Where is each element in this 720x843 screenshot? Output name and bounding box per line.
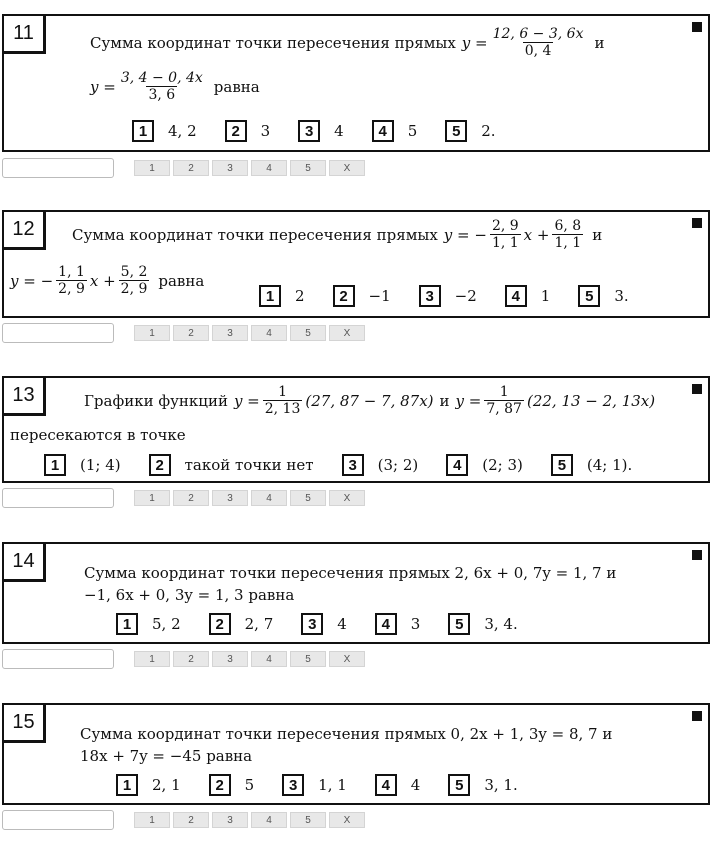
key-3-button[interactable]: 3 (212, 651, 248, 667)
numerator: 6, 8 (554, 218, 582, 234)
clear-button[interactable]: X (329, 325, 365, 341)
option-number-box: 1 (44, 454, 66, 476)
key-1-button[interactable]: 1 (134, 812, 170, 828)
option-value: 1, 1 (318, 776, 347, 794)
task-text: и (439, 391, 450, 410)
answer-row-12 (2, 322, 368, 344)
answer-options (44, 454, 660, 476)
key-5-button[interactable]: 5 (290, 160, 326, 176)
answer-options (116, 613, 546, 635)
fraction (119, 70, 205, 103)
option-number-box: 5 (445, 120, 467, 142)
task-text: Графики функций (84, 391, 228, 410)
math-text: (22, 13 − 2, 13x) (526, 391, 656, 410)
option-value: 4 (334, 122, 344, 140)
math-text: x + (523, 225, 550, 244)
answer-row-14 (2, 648, 368, 670)
answer-input[interactable] (2, 649, 114, 669)
task-text: Сумма координат точки пересечения прямых 2, 6x + 0, 7y = 1, 7 и (84, 564, 617, 582)
flag-marker-icon (692, 550, 702, 560)
option-value: 3, 1. (484, 776, 518, 794)
numerator: 1, 1 (58, 264, 85, 280)
key-5-button[interactable]: 5 (290, 325, 326, 341)
flag-marker-icon (692, 384, 702, 394)
denominator: 7, 87 (486, 401, 522, 418)
option-value: 1 (540, 287, 551, 305)
numerator: 5, 2 (120, 264, 148, 280)
key-4-button[interactable]: 4 (251, 490, 287, 506)
task-text: пересекаются в точке (10, 426, 186, 444)
key-1-button[interactable]: 1 (134, 325, 170, 341)
task-text: и (594, 33, 605, 52)
task-text-line2 (90, 70, 260, 103)
math-text: y = (461, 33, 488, 52)
option-number-box: 2 (149, 454, 171, 476)
task-15 (2, 703, 710, 805)
task-text: 18x + 7y = −45 равна (80, 747, 253, 765)
task-number: 15 (4, 705, 46, 743)
option-number-box: 3 (419, 285, 441, 307)
task-13 (2, 376, 710, 483)
denominator: 2, 9 (120, 281, 148, 298)
task-text-line1 (84, 564, 616, 582)
task-text-line1 (90, 26, 604, 59)
task-number: 13 (4, 378, 46, 416)
answer-row-15 (2, 809, 368, 831)
option-value: 2, 7 (244, 615, 274, 633)
option-number-box: 5 (578, 285, 600, 307)
option-number-box: 2 (209, 613, 231, 635)
task-text-line2 (10, 426, 186, 444)
option-number-box: 2 (209, 774, 231, 796)
option-number-box: 1 (259, 285, 281, 307)
task-number: 12 (4, 212, 46, 250)
option-number-box: 4 (505, 285, 527, 307)
option-number-box: 1 (116, 774, 138, 796)
option-value: 4 (410, 776, 421, 794)
answer-input[interactable] (2, 158, 114, 178)
clear-button[interactable]: X (329, 812, 365, 828)
answer-row-11 (2, 157, 368, 179)
fraction (119, 264, 150, 297)
numerator: 3, 4 − 0, 4x (120, 70, 203, 86)
option-value: 3 (260, 122, 271, 140)
clear-button[interactable]: X (329, 490, 365, 506)
task-text: равна (158, 271, 205, 290)
option-value: 4 (337, 615, 347, 633)
key-4-button[interactable]: 4 (251, 651, 287, 667)
task-14 (2, 542, 710, 644)
task-text-line2 (84, 586, 294, 604)
math-text: y = (90, 77, 116, 96)
numerator: 1 (499, 384, 509, 400)
key-2-button[interactable]: 2 (173, 160, 209, 176)
option-value: (4; 1). (586, 456, 633, 474)
task-text-line2 (10, 264, 204, 297)
task-text: Сумма координат точки пересечения прямых (72, 225, 438, 244)
clear-button[interactable]: X (329, 160, 365, 176)
fraction (263, 384, 303, 417)
fraction (552, 218, 583, 251)
option-value: −1 (368, 287, 391, 305)
key-3-button[interactable]: 3 (212, 490, 248, 506)
task-text-line1 (84, 384, 655, 417)
denominator: 1, 1 (554, 235, 582, 252)
fraction (56, 264, 87, 297)
math-text: y = − (443, 225, 487, 244)
key-4-button[interactable]: 4 (251, 325, 287, 341)
answer-input[interactable] (2, 323, 114, 343)
option-number-box: 4 (372, 120, 394, 142)
answer-options (259, 285, 657, 307)
fraction (491, 26, 586, 59)
option-number-box: 1 (116, 613, 138, 635)
option-value: 3 (410, 615, 421, 633)
math-text: (27, 87 − 7, 87x) (305, 391, 434, 410)
math-text: y = − (10, 271, 54, 290)
task-text: Сумма координат точки пересечения прямых 0, 2x + 1, 3y = 8, 7 и (80, 725, 613, 743)
key-3-button[interactable]: 3 (212, 325, 248, 341)
key-1-button[interactable]: 1 (134, 160, 170, 176)
task-12 (2, 210, 710, 318)
option-value: 3. (614, 287, 629, 305)
option-number-box: 5 (551, 454, 573, 476)
option-value: 5, 2 (152, 615, 181, 633)
denominator: 0, 4 (524, 43, 552, 60)
key-2-button[interactable]: 2 (173, 812, 209, 828)
option-number-box: 3 (298, 120, 320, 142)
option-number-box: 2 (333, 285, 355, 307)
option-value: 5 (407, 122, 418, 140)
fraction (484, 384, 524, 417)
key-5-button[interactable]: 5 (290, 651, 326, 667)
denominator: 3, 6 (148, 87, 176, 104)
option-number-box: 5 (448, 613, 470, 635)
key-5-button[interactable]: 5 (290, 812, 326, 828)
option-number-box: 5 (448, 774, 470, 796)
task-number: 14 (4, 544, 46, 582)
denominator: 2, 13 (264, 401, 301, 418)
option-number-box: 1 (132, 120, 154, 142)
numerator: 2, 9 (491, 218, 519, 234)
answer-row-13 (2, 487, 368, 509)
task-11 (2, 14, 710, 152)
option-number-box: 3 (342, 454, 364, 476)
key-2-button[interactable]: 2 (173, 490, 209, 506)
task-text: Сумма координат точки пересечения прямых (90, 33, 456, 52)
denominator: 2, 9 (58, 281, 85, 298)
numerator: 12, 6 − 3, 6x (492, 26, 584, 42)
key-1-button[interactable]: 1 (134, 490, 170, 506)
math-text: y = (455, 391, 482, 410)
option-value: 2. (481, 122, 496, 140)
denominator: 1, 1 (491, 235, 519, 252)
option-value: 2 (295, 287, 305, 305)
task-text: равна (213, 77, 260, 96)
option-number-box: 4 (446, 454, 468, 476)
key-4-button[interactable]: 4 (251, 812, 287, 828)
key-2-button[interactable]: 2 (173, 325, 209, 341)
task-text-line1 (80, 725, 612, 743)
option-number-box: 4 (375, 774, 397, 796)
key-3-button[interactable]: 3 (212, 812, 248, 828)
task-text: и (592, 225, 603, 244)
option-number-box: 4 (375, 613, 397, 635)
answer-options (132, 120, 524, 142)
option-value: −2 (454, 287, 477, 305)
key-1-button[interactable]: 1 (134, 651, 170, 667)
option-value: такой точки нет (184, 456, 314, 474)
option-value: 5 (244, 776, 255, 794)
key-4-button[interactable]: 4 (251, 160, 287, 176)
clear-button[interactable]: X (329, 651, 365, 667)
key-3-button[interactable]: 3 (212, 160, 248, 176)
task-text-line1 (72, 218, 602, 251)
answer-options (116, 774, 546, 796)
answer-input[interactable] (2, 810, 114, 830)
option-value: (2; 3) (482, 456, 523, 474)
numerator: 1 (278, 384, 288, 400)
option-number-box: 2 (225, 120, 247, 142)
option-value: 2, 1 (152, 776, 181, 794)
task-text-line2 (80, 747, 252, 765)
task-number: 11 (4, 16, 46, 54)
task-text: −1, 6x + 0, 3y = 1, 3 равна (84, 586, 295, 604)
flag-marker-icon (692, 22, 702, 32)
option-number-box: 3 (301, 613, 323, 635)
math-text: x + (89, 271, 116, 290)
option-number-box: 3 (282, 774, 304, 796)
option-value: (1; 4) (80, 456, 121, 474)
option-value: 4, 2 (168, 122, 197, 140)
key-2-button[interactable]: 2 (173, 651, 209, 667)
key-5-button[interactable]: 5 (290, 490, 326, 506)
math-text: y = (233, 391, 260, 410)
fraction (490, 218, 521, 251)
option-value: 3, 4. (484, 615, 518, 633)
answer-input[interactable] (2, 488, 114, 508)
flag-marker-icon (692, 711, 702, 721)
flag-marker-icon (692, 218, 702, 228)
option-value: (3; 2) (377, 456, 419, 474)
